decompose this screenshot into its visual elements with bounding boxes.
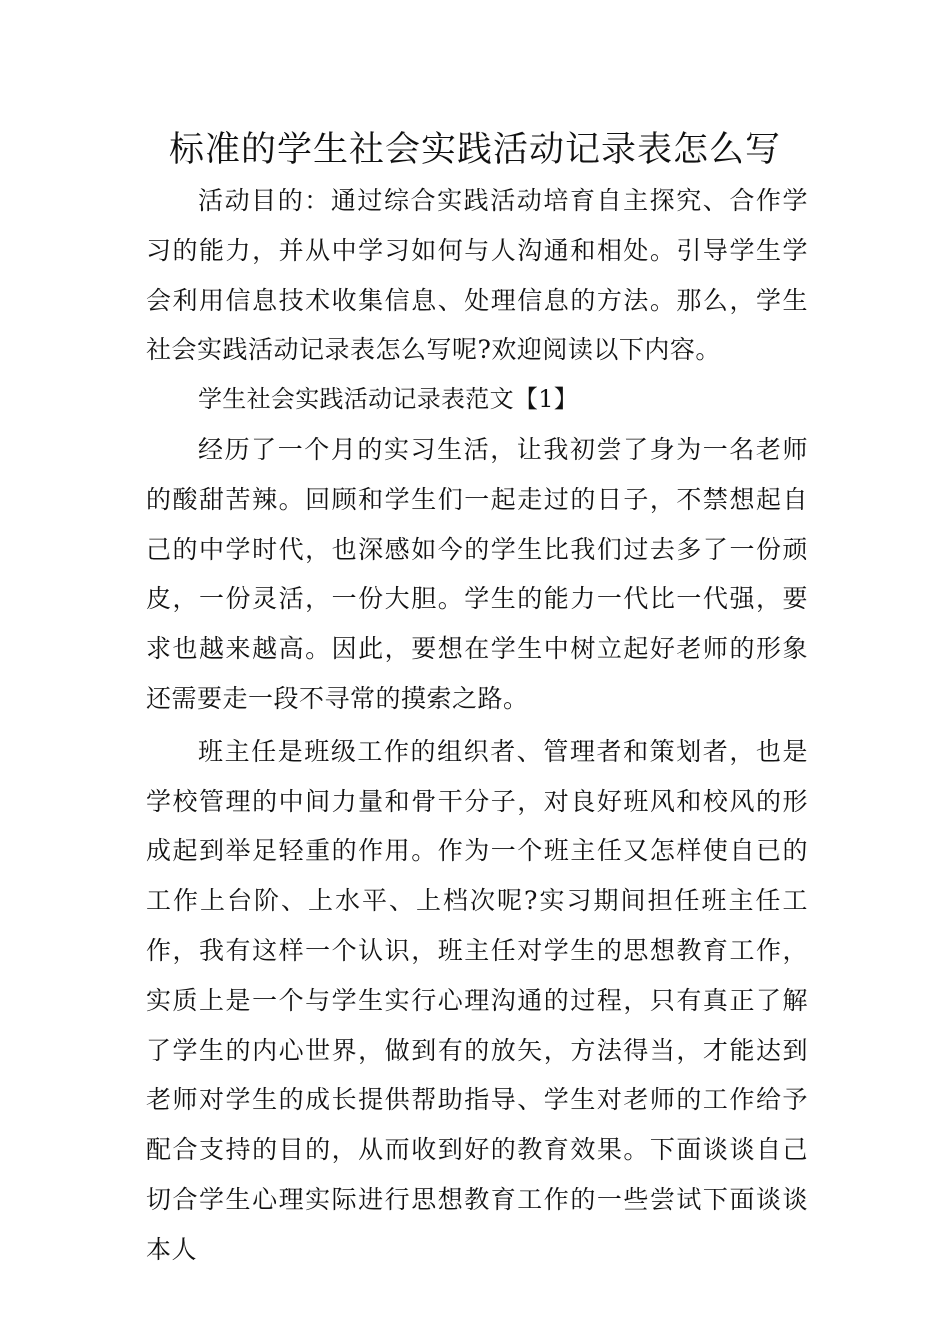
paragraph-intro: 活动目的：通过综合实践活动培育自主探究、合作学习的能力，并从中学习如何与人沟通和相处。引导学生学会利用信息技术收集信息、处理信息的方法。那么，学生社会实践活动记录表怎么写呢?欢迎阅读以下内容。 (146, 186, 808, 365)
section-heading: 学生社会实践活动记录表范文【1】 (198, 385, 579, 414)
paragraph-head-teacher: 班主任是班级工作的组织者、管理者和策划者，也是学校管理的中间力量和骨干分子，对良好班风和校风的形成起到举足轻重的作用。作为一个班主任又怎样使自已的工作上台阶、上水平、上档次呢?实习期间担任班主任工作，我有这样一个认识，班主任对学生的思想教育工作，实质上是一个与学生实行心理沟通的过程，只有真正了解了学生的内心世界，做到有的放矢，方法得当，才能达到老师对学生的成长提供帮助指导、学生对老师的工作给予配合支持的目的，从而收到好的教育效果。下面谈谈自己切合学生心理实际进行思想教育工作的一些尝试下面谈谈本人 (146, 736, 808, 1264)
paragraph-internship: 经历了一个月的实习生活，让我初尝了身为一名老师的酸甜苦辣。回顾和学生们一起走过的日子，不禁想起自己的中学时代，也深感如今的学生比我们过去多了一份顽皮，一份灵活，一份大胆。学生的能力一代比一代强，要求也越来越高。因此，要想在学生中树立起好老师的形象还需要走一段不寻常的摸索之路。 (146, 434, 808, 713)
document-title: 标准的学生社会实践活动记录表怎么写 (168, 130, 781, 170)
document-body (146, 176, 808, 1275)
